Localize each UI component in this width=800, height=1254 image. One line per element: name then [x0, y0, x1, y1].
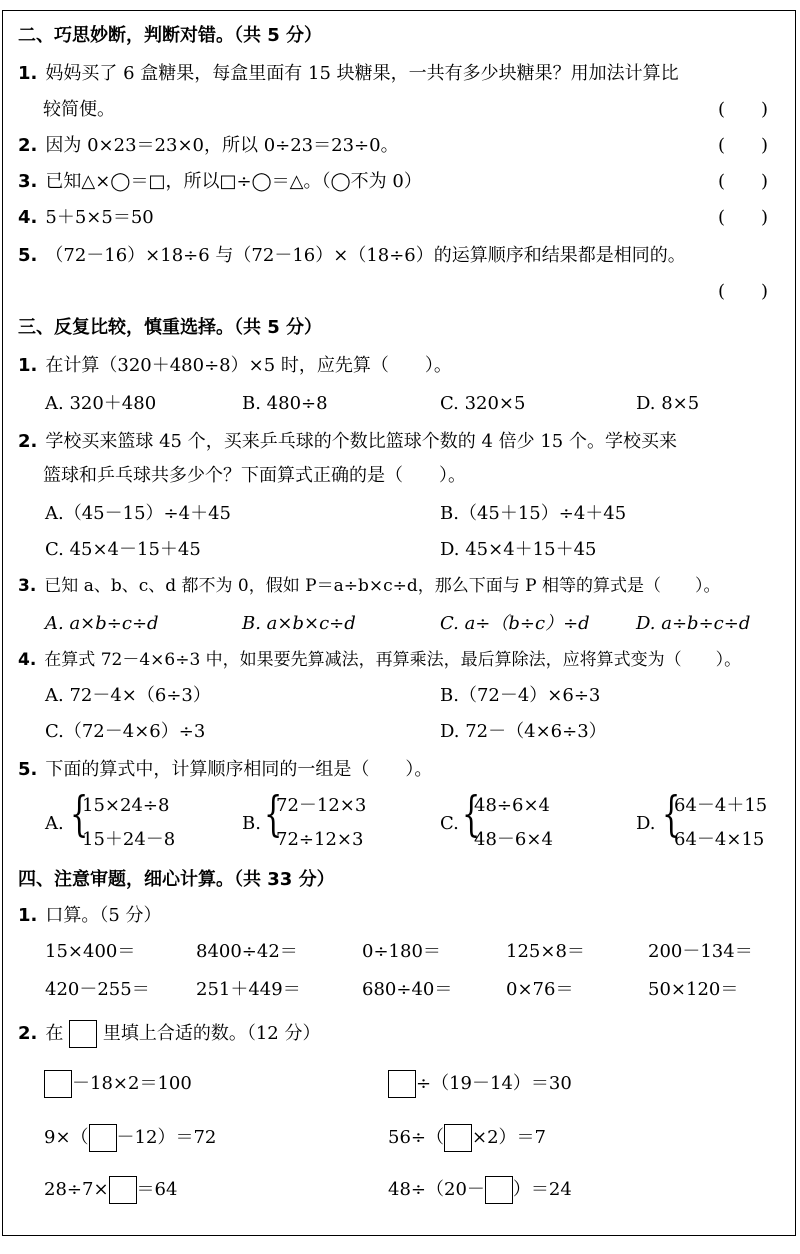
fill-item-4 [388, 1124, 546, 1152]
option-c-label[interactable]: C. [440, 813, 459, 834]
answer-paren[interactable]: ( ) [718, 171, 769, 192]
answer-paren[interactable]: ( ) [718, 135, 769, 156]
expr-bottom: 15＋24－8 [82, 829, 176, 850]
expr-text: 56÷（ [388, 1127, 444, 1148]
question-text: 下面的算式中，计算顺序相同的一组是（ ）。 [45, 759, 433, 780]
question-text-pre: 在 [45, 1023, 64, 1044]
question-number: 2. [18, 431, 38, 452]
oral-item: 200－134＝ [648, 941, 753, 962]
section-2-title: 二、巧思妙断，判断对错。（共 5 分） [18, 25, 323, 46]
question-number: 2. [18, 1023, 38, 1044]
question-number: 4. [18, 207, 38, 228]
expr-top: 48÷6×4 [474, 795, 550, 816]
option-b[interactable]: B.（45＋15）÷4＋45 [440, 503, 627, 524]
option-b-pair [276, 794, 366, 862]
question-text: 在算式 72－4×6÷3 中，如果要先算减法，再算乘法，最后算除法，应将算式变为（ ）。 [44, 650, 742, 670]
oral-item: 0×76＝ [506, 979, 574, 1000]
expr-text: 28÷7× [44, 1179, 109, 1200]
expr-text: ×2）＝7 [472, 1127, 546, 1148]
question-2-2 [18, 134, 399, 158]
question-number: 3. [18, 576, 37, 596]
question-2-3 [18, 170, 422, 194]
answer-paren[interactable]: ( ) [718, 207, 769, 228]
brace-icon: { [70, 786, 89, 842]
option-c[interactable]: C.（72－4×6）÷3 [45, 721, 206, 742]
option-c[interactable]: C. 320×5 [440, 393, 526, 414]
option-d[interactable]: D. 8×5 [636, 393, 700, 414]
expr-text: ＝64 [136, 1179, 178, 1200]
oral-item: 125×8＝ [506, 941, 585, 962]
option-a[interactable]: A.（45－15）÷4＋45 [45, 503, 231, 524]
question-text: 5＋5×5＝50 [45, 207, 154, 228]
question-number: 3. [18, 171, 38, 192]
answer-box[interactable] [485, 1176, 513, 1204]
question-number: 5. [18, 759, 38, 780]
expr-top: 64－4＋15 [674, 795, 768, 816]
question-text: 已知△×◯＝□，所以□÷◯＝△。（◯不为 0） [45, 171, 422, 192]
question-3-2 [18, 430, 677, 454]
question-text: （72－16）×18÷6 与（72－16）×（18÷6）的运算顺序和结果都是相同的。 [45, 245, 686, 266]
option-c[interactable]: C. 45×4－15＋45 [45, 539, 201, 560]
fill-item-3 [44, 1124, 216, 1152]
brace-icon: { [662, 786, 681, 842]
expr-text: ）＝24 [512, 1179, 572, 1200]
option-b[interactable]: B. 480÷8 [242, 393, 328, 414]
section-3-title: 三、反复比较，慎重选择。（共 5 分） [18, 317, 323, 338]
option-c-pair [474, 794, 553, 862]
option-b[interactable]: B. a×b×c÷d [242, 613, 356, 634]
answer-box[interactable] [109, 1176, 137, 1204]
option-b[interactable]: B.（72－4）×6÷3 [440, 685, 601, 706]
section-4-title: 四、注意审题，细心计算。（共 33 分） [18, 869, 335, 890]
oral-item: 251＋449＝ [196, 979, 301, 1000]
question-2-4 [18, 206, 154, 230]
answer-paren[interactable]: ( ) [718, 281, 769, 302]
expr-text: －18×2＝100 [72, 1073, 192, 1094]
oral-item: 420－255＝ [45, 979, 150, 1000]
option-d[interactable]: D. 72－（4×6÷3） [440, 721, 607, 742]
expr-top: 15×24÷8 [82, 795, 170, 816]
brace-icon: { [462, 786, 481, 842]
oral-item: 0÷180＝ [362, 941, 441, 962]
fill-item-6 [388, 1176, 572, 1204]
brace-icon: { [264, 786, 283, 842]
blank-box [69, 1020, 97, 1048]
option-d-pair [674, 794, 767, 862]
question-number: 1. [18, 63, 38, 84]
question-text: 在计算（320＋480÷8）×5 时，应先算（ ）。 [45, 355, 452, 376]
expr-text: ÷（19－14）＝30 [416, 1073, 572, 1094]
option-a[interactable]: A. 320＋480 [45, 393, 157, 414]
question-2-1-cont: 较简便。 [43, 99, 115, 120]
question-text-post: 里填上合适的数。（12 分） [102, 1023, 321, 1044]
option-c[interactable]: C. a÷（b÷c）÷d [440, 613, 590, 634]
expr-text: 9×（ [44, 1127, 89, 1148]
expr-bottom: 64－4×15 [674, 829, 765, 850]
option-a[interactable]: A. 72－4×（6÷3） [45, 685, 211, 706]
oral-item: 680÷40＝ [362, 979, 453, 1000]
question-text: 妈妈买了 6 盒糖果，每盒里面有 15 块糖果，一共有多少块糖果？用加法计算比 [45, 63, 679, 84]
question-3-3 [18, 574, 721, 598]
expr-text: －12）＝72 [116, 1127, 217, 1148]
question-number: 2. [18, 135, 38, 156]
question-text: 学校买来篮球 45 个，买来乒乓球的个数比篮球个数的 4 倍少 15 个。学校买来 [45, 431, 677, 452]
oral-item: 15×400＝ [45, 941, 136, 962]
question-number: 1. [18, 355, 38, 376]
question-3-2-cont: 篮球和乒乓球共多少个？下面算式正确的是（ ）。 [43, 465, 466, 486]
option-d[interactable]: D. a÷b÷c÷d [636, 613, 751, 634]
question-number: 4. [18, 650, 37, 670]
expr-bottom: 48－6×4 [474, 829, 553, 850]
question-4-2 [18, 1020, 320, 1048]
oral-item: 50×120＝ [648, 979, 739, 1000]
option-d[interactable]: D. 45×4＋15＋45 [440, 539, 597, 560]
question-2-1 [18, 62, 679, 86]
expr-bottom: 72÷12×3 [276, 829, 364, 850]
expr-text: 48÷（20－ [388, 1179, 485, 1200]
option-b-label[interactable]: B. [242, 813, 261, 834]
option-a-label[interactable]: A. [45, 813, 64, 834]
question-2-5 [18, 244, 686, 268]
fill-item-5 [44, 1176, 177, 1204]
answer-box[interactable] [44, 1070, 72, 1098]
answer-box[interactable] [388, 1070, 416, 1098]
answer-box[interactable] [444, 1124, 472, 1152]
question-text: 已知 a、b、c、d 都不为 0，假如 P＝a÷b×c÷d，那么下面与 P 相等的算式是（ ）。 [44, 576, 721, 596]
question-3-5 [18, 758, 432, 782]
option-a-pair [82, 794, 175, 862]
option-a[interactable]: A. a×b÷c÷d [45, 613, 159, 634]
answer-box[interactable] [89, 1124, 117, 1152]
question-3-1 [18, 354, 452, 378]
answer-paren[interactable]: ( ) [718, 99, 769, 120]
question-number: 5. [18, 245, 38, 266]
fill-item-2 [388, 1070, 572, 1098]
question-text: 口算。（5 分） [45, 905, 162, 926]
question-text: 因为 0×23＝23×0，所以 0÷23＝23÷0。 [45, 135, 399, 156]
question-3-4 [18, 648, 741, 672]
oral-item: 8400÷42＝ [196, 941, 298, 962]
fill-item-1 [44, 1070, 192, 1098]
expr-top: 72－12×3 [276, 795, 367, 816]
question-4-1 [18, 904, 162, 928]
question-number: 1. [18, 905, 38, 926]
option-d-label[interactable]: D. [636, 813, 656, 834]
